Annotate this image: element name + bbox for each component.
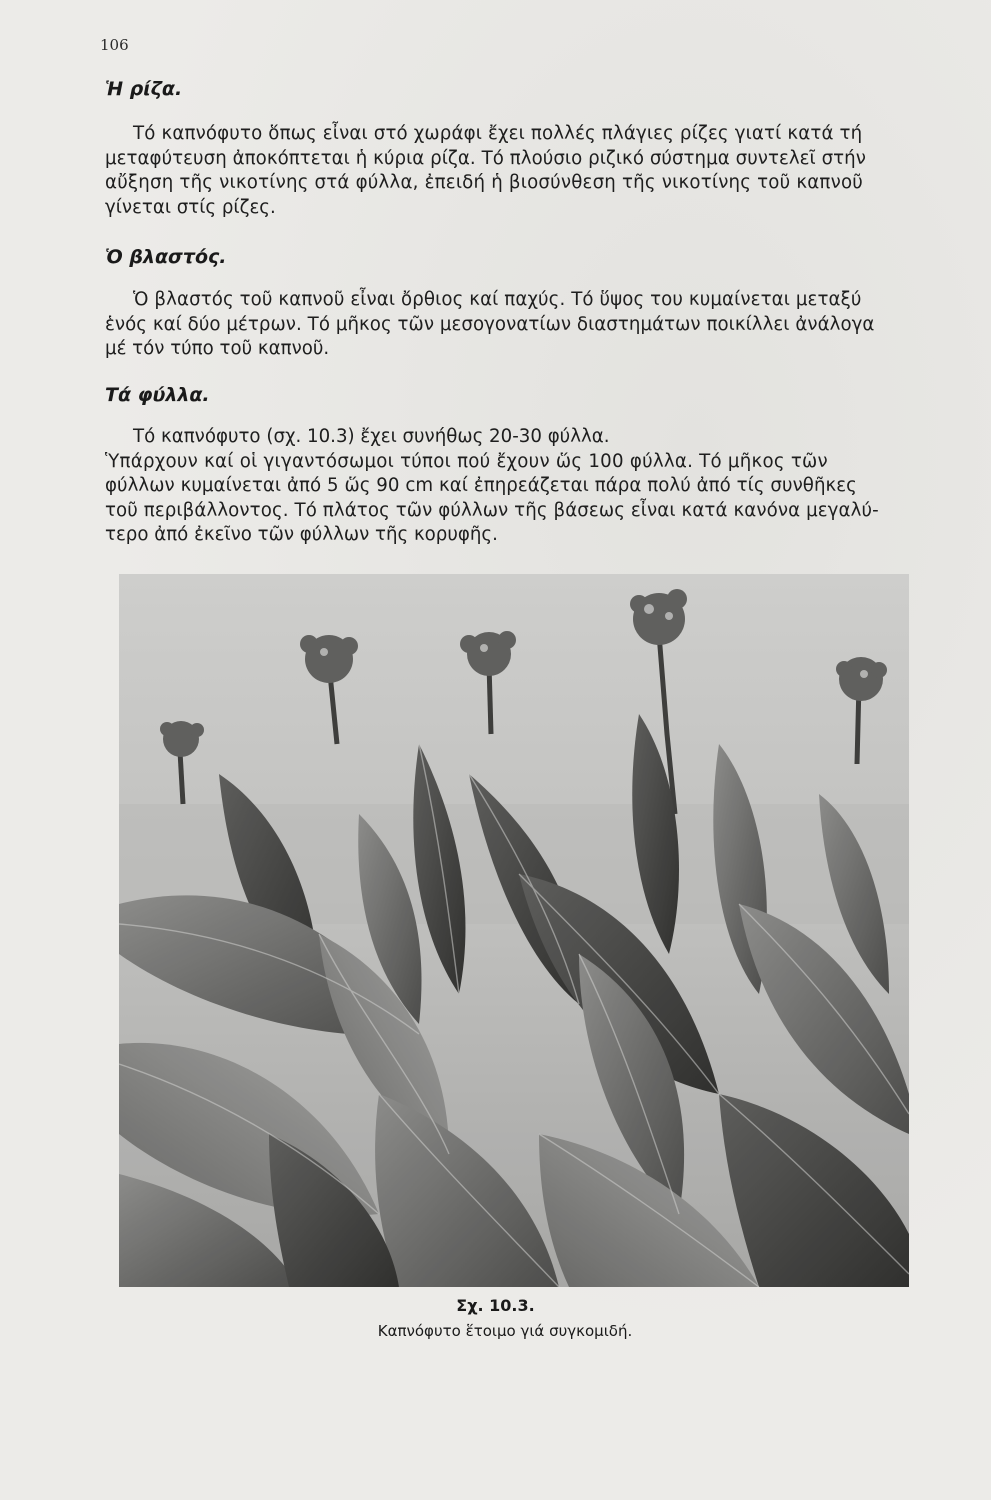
paragraph-line: τερο ἀπό ἐκεῖνο τῶν φύλλων τῆς κορυφῆς. [105, 524, 498, 545]
paragraph-line: Ὑπάρχουν καί οἱ γιγαντόσωμοι τύποι πού ἔχουν ὥς 100 φύλλα. Τό μῆκος τῶν [105, 450, 828, 472]
section-heading-leaves: Τά φύλλα. [105, 384, 210, 406]
paragraph-root [105, 122, 925, 220]
paragraph-line: γίνεται στίς ρίζες. [105, 196, 276, 218]
paragraph-leaves [105, 425, 925, 548]
paragraph-line: Τό καπνόφυτο ὅπως εἶναι στό χωράφι ἔχει πολλές πλάγιες ρίζες γιατί κατά τή [133, 123, 863, 144]
paragraph-line: μεταφύτευση ἀποκόπτεται ἡ κύρια ρίζα. Τό πλούσιο ριζικό σύστημα συντελεῖ στήν [105, 147, 866, 169]
section-heading-stem: Ὁ βλαστός. [105, 246, 227, 268]
paragraph-line: φύλλων κυμαίνεται ἀπό 5 ὥς 90 cm καί ἐπηρεάζεται πάρα πολύ ἀπό τίς συνθῆκες [105, 475, 857, 496]
paragraph-line: αὔξηση τῆς νικοτίνης στά φύλλα, ἐπειδή ἡ βιοσύνθεση τῆς νικοτίνης τοῦ καπνοῦ [105, 172, 863, 193]
tobacco-plants-photo [119, 574, 909, 1287]
page-number: 106 [100, 36, 129, 54]
paragraph-stem [105, 288, 925, 362]
paragraph-line: ἑνός καί δύο μέτρων. Τό μῆκος τῶν μεσογονατίων διαστημάτων ποικίλλει ἀνάλογα [105, 313, 875, 335]
paragraph-line: μέ τόν τύπο τοῦ καπνοῦ. [105, 338, 330, 359]
paragraph-line: τοῦ περιβάλλοντος. Τό πλάτος τῶν φύλλων τῆς βάσεως εἶναι κατά κανόνα μεγαλύ- [105, 499, 879, 521]
paragraph-line: Ὁ βλαστός τοῦ καπνοῦ εἶναι ὄρθιος καί παχύς. Τό ὕψος του κυμαίνεται μεταξύ [133, 289, 862, 310]
figure-label: Σχ. 10.3. [456, 1296, 535, 1315]
paragraph-line: Τό καπνόφυτο (σχ. 10.3) ἔχει συνήθως 20-30 φύλλα. [133, 426, 610, 447]
figure-caption: Καπνόφυτο ἕτοιμο γιά συγκομιδή. [377, 1322, 633, 1340]
section-heading-root: Ἡ ρίζα. [105, 78, 183, 100]
